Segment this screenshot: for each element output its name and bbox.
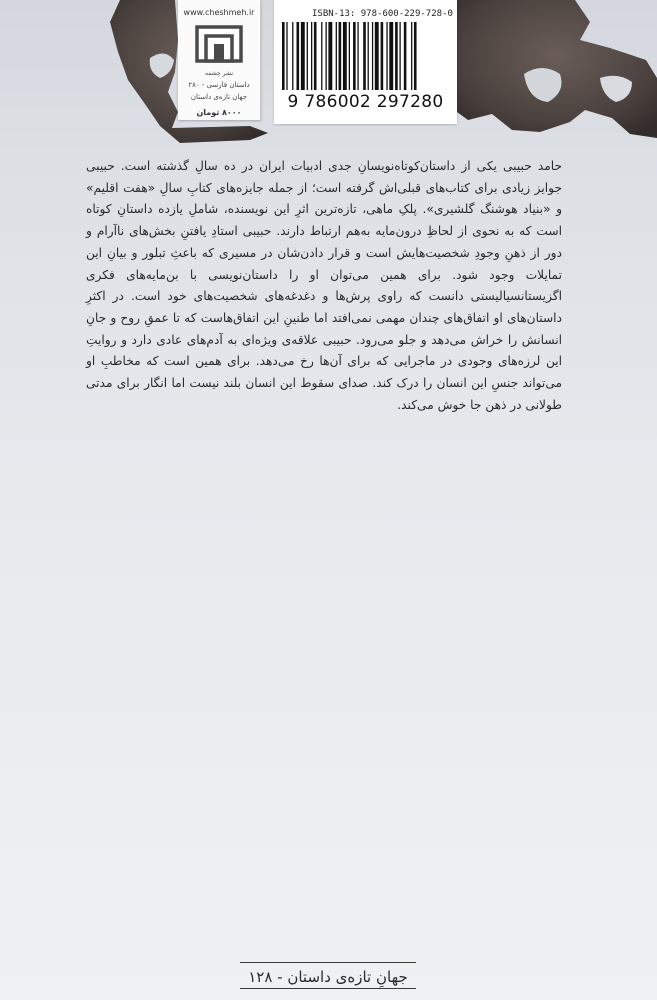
publisher-series: جهان تازه‌ی داستان [190, 93, 248, 101]
publisher-website: www.cheshmeh.ir [183, 8, 255, 17]
barcode-bars [282, 22, 449, 90]
barcode-number: 9 786002 297280 [287, 92, 444, 112]
series-title: جهانِ تازه‌ی داستان - ۱۲۸ [240, 968, 416, 989]
publisher-name: نشر چشمه [205, 70, 233, 77]
series-top-rule [240, 962, 416, 963]
barcode-label [274, 0, 457, 124]
publisher-label [178, 0, 261, 120]
cheshmeh-logo-icon [192, 21, 246, 63]
publisher-category: داستان فارسی - ۲۸۰ [188, 81, 250, 89]
price-label: ۸۰۰۰ تومان [196, 108, 242, 117]
isbn-text: ISBN-13: 978-600-229-728-0 [312, 9, 453, 19]
back-cover-blurb: حامد حبیبی یکی از داستان‌کوتاه‌نویسانِ جدی ادبیات ایران در ده سالِ گذشته است. حبیبی جوایز زیادی برای کتاب‌های قبلی‌اش گرفته است؛ از جمله جایزه‌های کتابِ سالِ «هفت اقلیم» و «بنیاد هوشنگ گلشیری». پلکِ ماهی، تازه‌ترین اثرِ این نویسنده، شاملِ یازده داستانِ کوتاه است که به نحوی از لحاظِ درون‌مایه به‌هم ارتباط دارند. حبیبی استادِ یافتنِ بخش‌های ناآرام و دور از ذهنِ وجودِ شخصیت‌هایش است و قرار دادن‌شان در مسیری که باعثِ تبلور و بیانِ این تمایلات وجود شود. برای همین می‌توان او را داستان‌نویسی با بن‌مایه‌های فکری اگزیستانسیالیستی دانست که راوی پرش‌ها و دغدغه‌های شخصیت‌های خود است. در اکثرِ داستان‌های او اتفاق‌های چندان مهمی نمی‌افتد اما طنینِ این اتفاق‌هاست که تا عمقِ روح و جانِ انسانش را خراش می‌دهد و جلو می‌رود. حبیبی علاقه‌ی ویژه‌ای به آدم‌های عادی دارد و روایتِ این لرزه‌های وجودی در ماجرایی که برای آن‌ها رخ می‌دهد. برای همین است که مخاطبِ او می‌تواند جنسِ این انسان را درک کند. صدای سقوط این انسان بلند نیست اما انگار برای مدتی طولانی در ذهن جا خوش می‌کند. [86, 159, 562, 412]
